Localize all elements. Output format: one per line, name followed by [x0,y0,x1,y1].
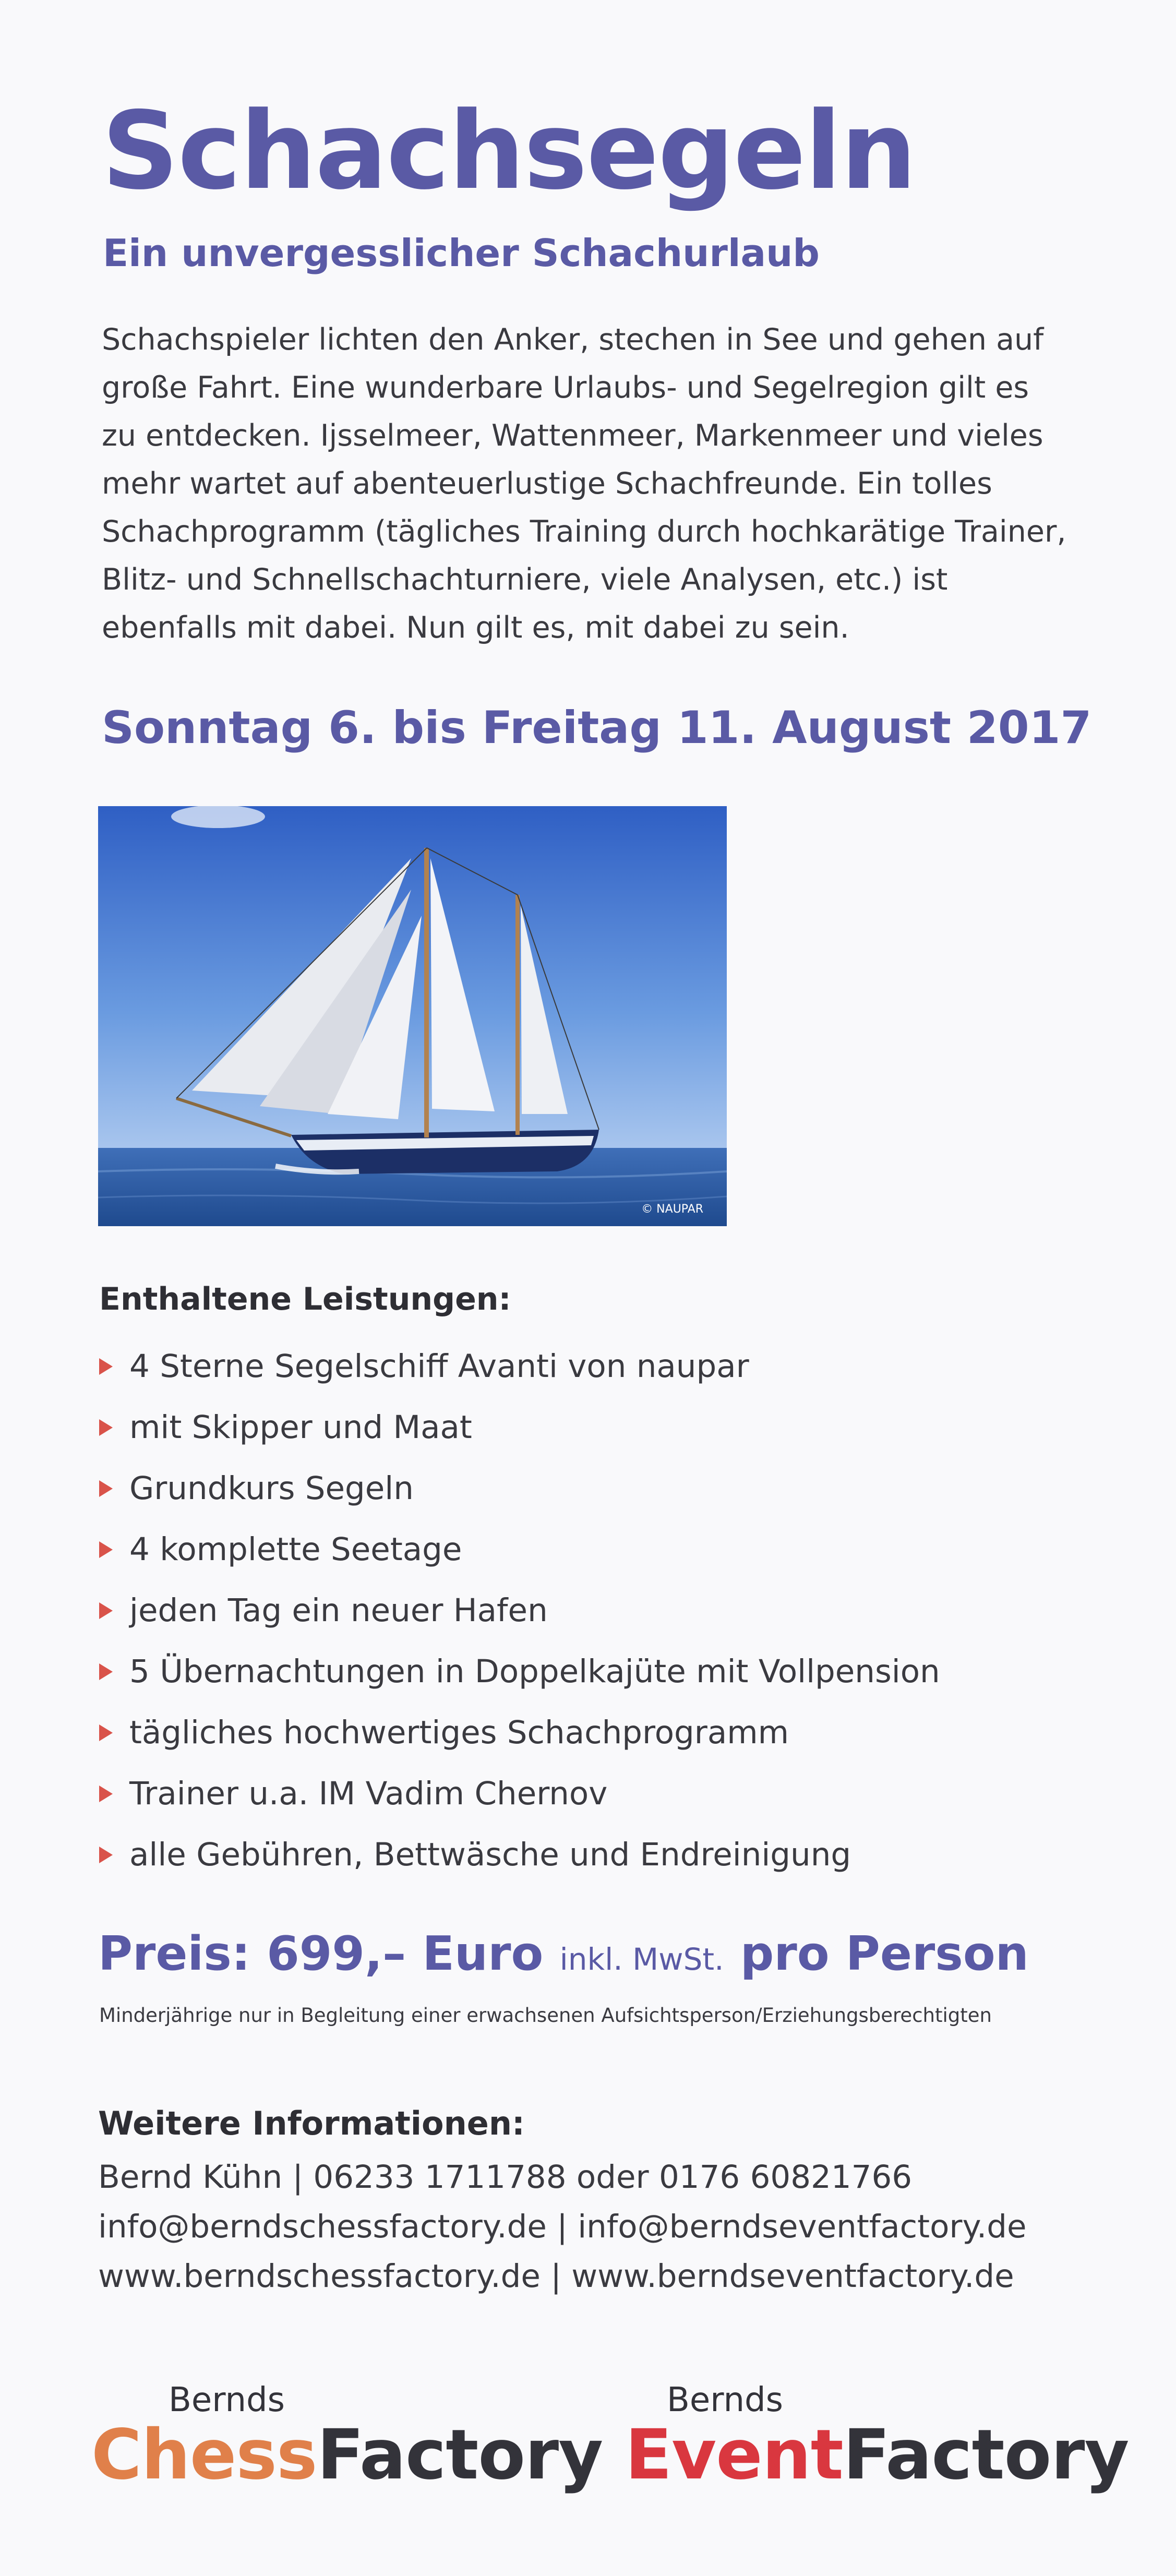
red-triangle-bullet-icon [99,1724,113,1741]
red-triangle-bullet-icon [99,1541,113,1558]
intro-line: große Fahrt. Eine wunderbare Urlaubs- und Segelregion gilt es [102,370,1029,405]
list-item [99,1641,940,1702]
page-subtitle: Ein unvergesslicher Schachurlaub [103,231,820,275]
red-triangle-bullet-icon [99,1663,113,1680]
services-list [99,1336,940,1885]
list-item-text: jeden Tag ein neuer Hafen [129,1592,548,1629]
event-factory-logo [625,2381,1129,2495]
list-item-text: Trainer u.a. IM Vadim Chernov [129,1775,608,1812]
logo-dark-text: Factory [317,2415,603,2495]
red-triangle-bullet-icon [99,1847,113,1863]
price-line [98,1925,1029,1988]
list-item-text: mit Skipper und Maat [129,1409,472,1446]
intro-line: Schachprogramm (tägliches Training durch hochkarätige Trainer, [102,514,1066,549]
price-per-person: pro Person [740,1926,1029,1981]
price-amount: Preis: 699,– Euro [98,1926,544,1981]
list-item-text: tägliches hochwertiges Schachprogramm [129,1714,789,1751]
contact-web-line: www.berndschessfactory.de | www.berndseventfactory.de [98,2258,1014,2295]
intro-line: mehr wartet auf abenteuerlustige Schachfreunde. Ein tolles [102,466,992,501]
logo-bottom-text [625,2415,1129,2495]
list-item-text: 4 komplette Seetage [129,1531,462,1568]
list-item [99,1763,940,1824]
red-triangle-bullet-icon [99,1358,113,1375]
list-item [99,1519,940,1580]
logo-bottom-text [91,2415,603,2495]
list-item [99,1397,940,1458]
list-item [99,1458,940,1519]
list-item-text: alle Gebühren, Bettwäsche und Endreinigung [129,1836,851,1873]
logo-top-text: Bernds [169,2381,285,2419]
more-info-heading: Weitere Informationen: [98,2104,525,2142]
list-item-text: 5 Übernachtungen in Doppelkajüte mit Vollpension [129,1653,940,1690]
price-tax-note: inkl. MwSt. [559,1942,724,1977]
logo-top-text: Bernds [667,2381,783,2419]
services-heading: Enthaltene Leistungen: [99,1281,511,1317]
logo-accent-text: Chess [91,2415,317,2495]
chess-factory-logo [91,2381,603,2495]
list-item-text: Grundkurs Segeln [129,1470,414,1507]
sailing-ship-photo [98,806,727,1226]
intro-line: Schachspieler lichten den Anker, stechen in See und gehen auf [102,322,1044,357]
list-item [99,1702,940,1763]
red-triangle-bullet-icon [99,1419,113,1436]
list-item [99,1580,940,1641]
list-item-text: 4 Sterne Segelschiff Avanti von naupar [129,1348,749,1385]
contact-block [98,2152,1027,2301]
intro-line: Blitz- und Schnellschachturniere, viele Analysen, etc.) ist [102,562,948,597]
contact-phone-line: Bernd Kühn | 06233 1711788 oder 0176 60821766 [98,2159,913,2196]
red-triangle-bullet-icon [99,1786,113,1802]
logo-dark-text: Factory [843,2415,1129,2495]
contact-email-line: info@berndschessfactory.de | info@berndseventfactory.de [98,2208,1027,2245]
sailing-ship-image [98,806,727,1226]
page-title: Schachsegeln [102,89,916,213]
logo-accent-text: Event [625,2415,843,2495]
intro-line: zu entdecken. Ijsselmeer, Wattenmeer, Markenmeer und vieles [102,418,1043,453]
red-triangle-bullet-icon [99,1602,113,1619]
event-date: Sonntag 6. bis Freitag 11. August 2017 [102,702,1092,754]
list-item [99,1824,940,1885]
red-triangle-bullet-icon [99,1480,113,1497]
intro-paragraph [102,316,1124,652]
intro-line: ebenfalls mit dabei. Nun gilt es, mit dabei zu sein. [102,610,849,645]
photo-credit: © NAUPAR [641,1203,703,1216]
list-item [99,1336,940,1397]
minor-note: Minderjährige nur in Begleitung einer erwachsenen Aufsichtsperson/Erziehungsberechtigten [99,2004,992,2027]
